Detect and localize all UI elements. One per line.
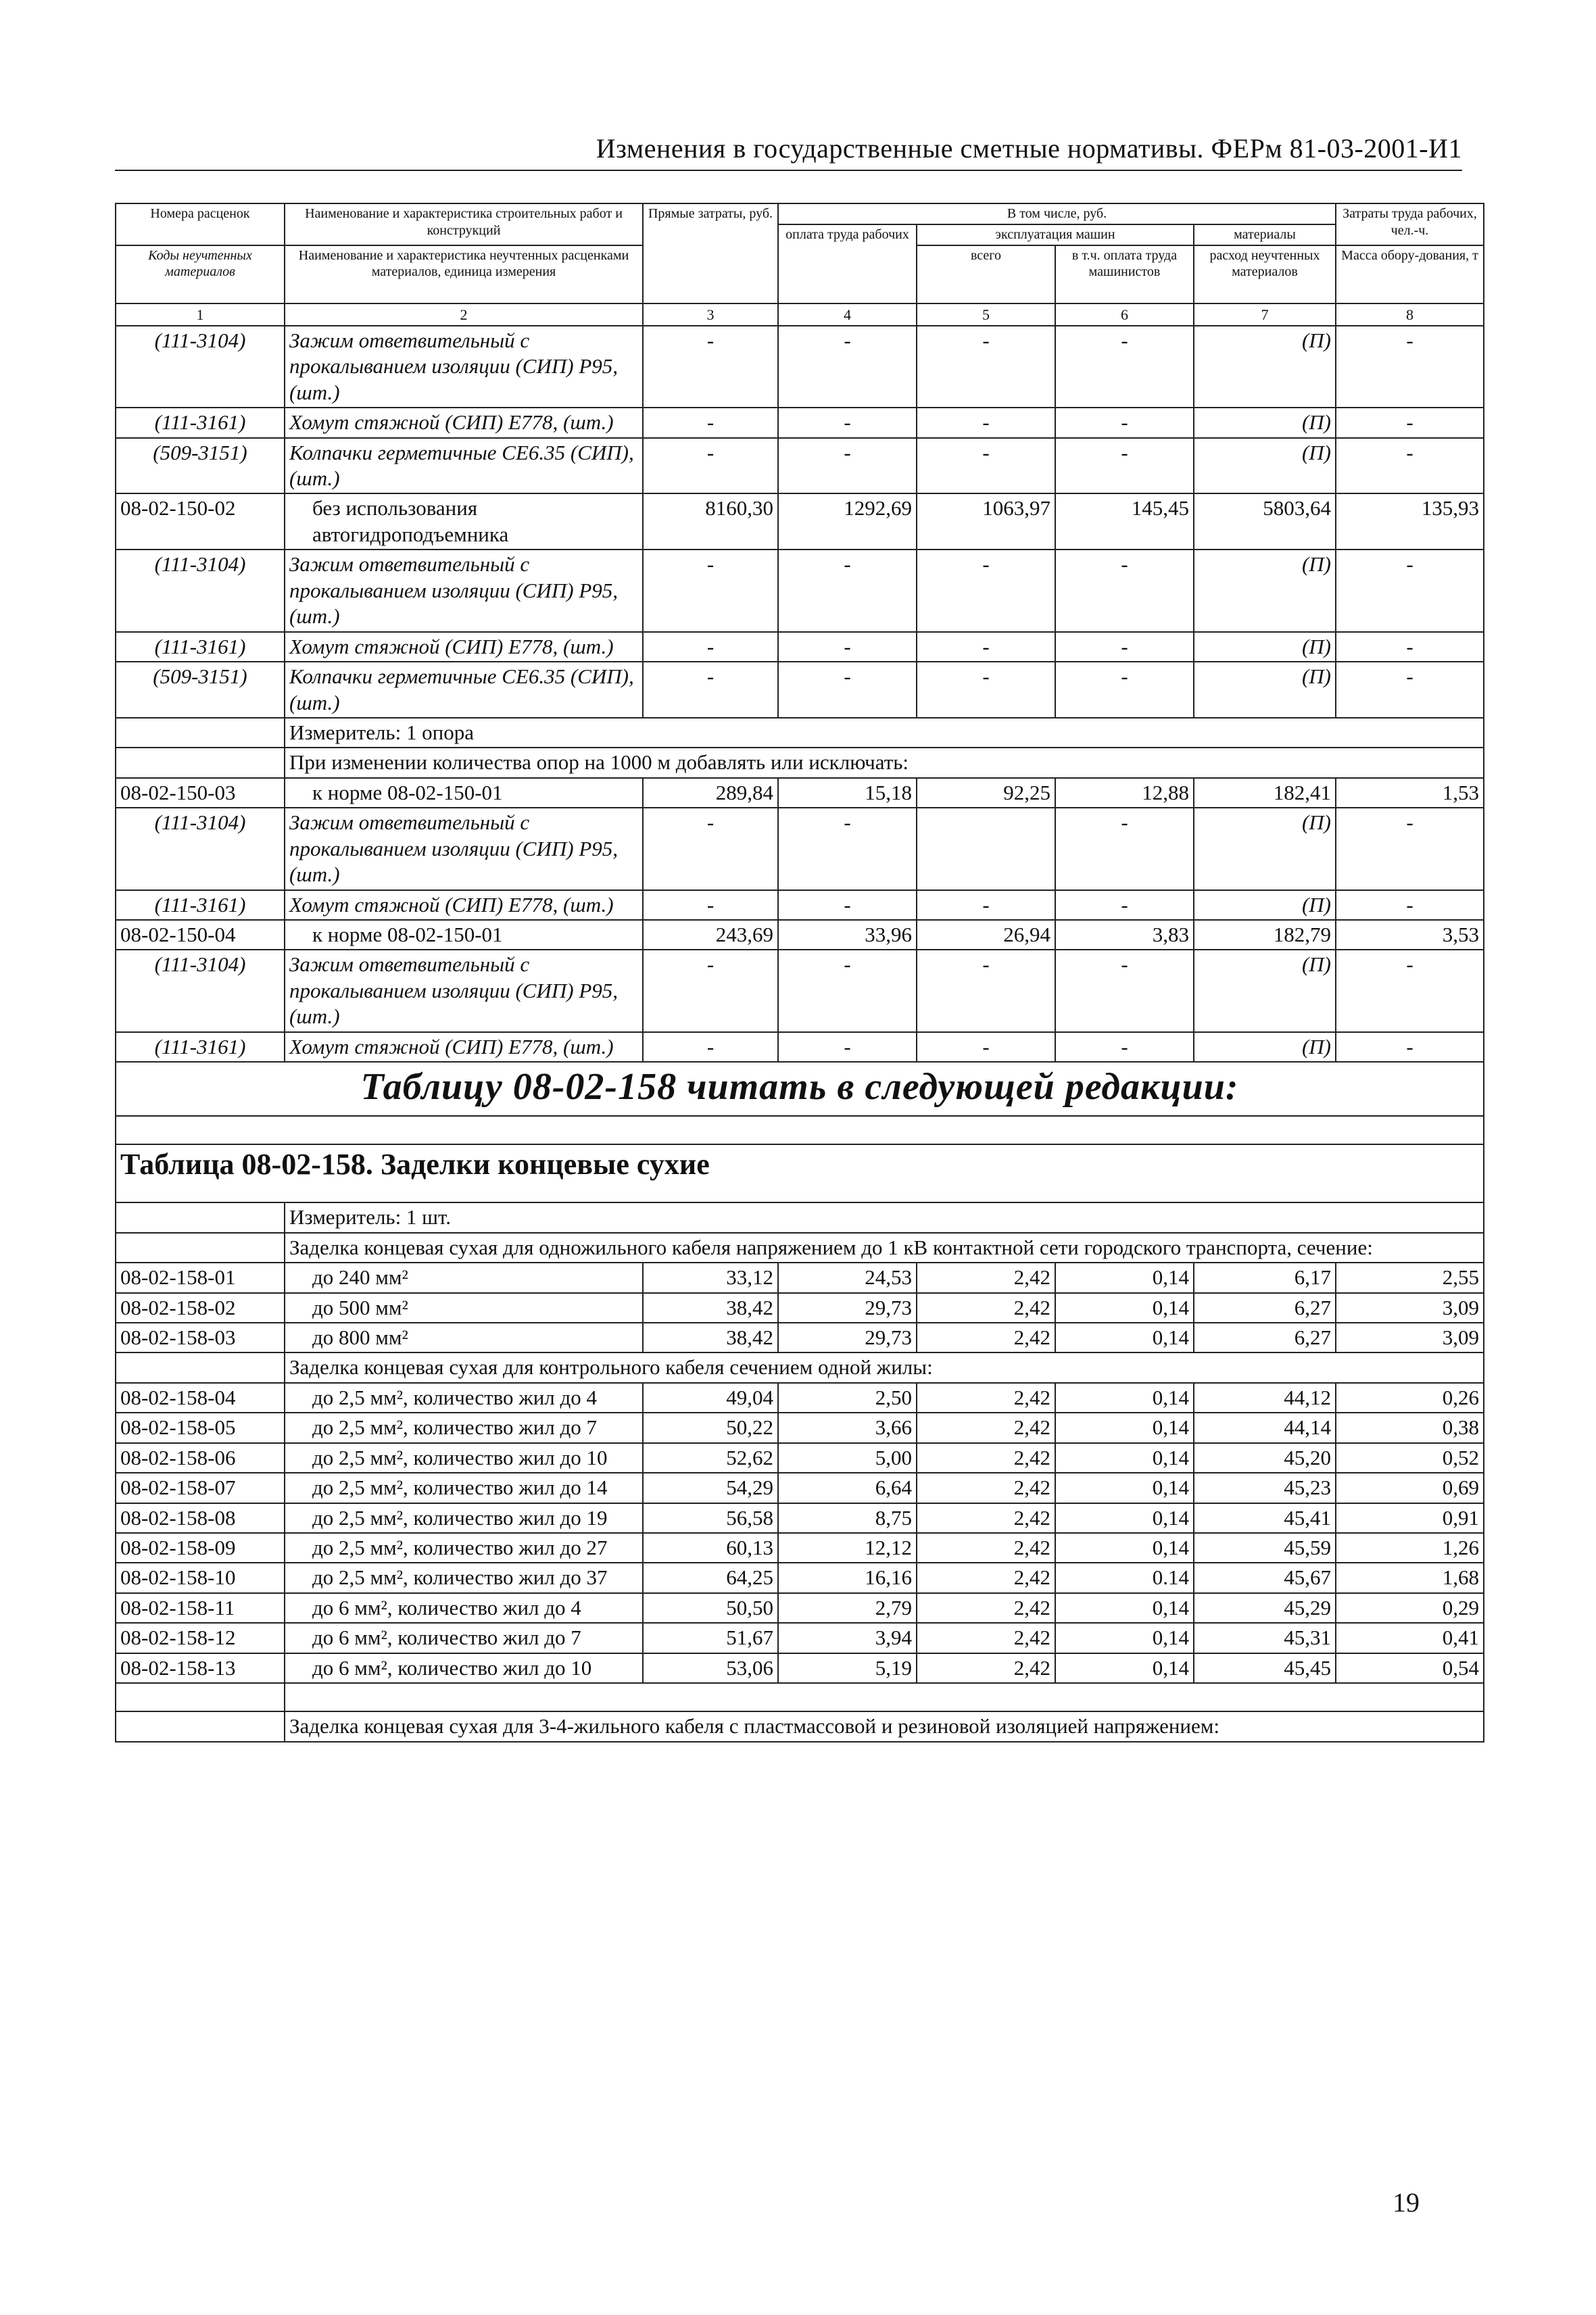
column-numbers-row bbox=[116, 303, 1484, 326]
page-number: 19 bbox=[1393, 2187, 1420, 2218]
cell-machine-total: - bbox=[917, 632, 1055, 662]
cell-direct-costs: - bbox=[643, 438, 778, 494]
cell-machine-total: 2,42 bbox=[917, 1473, 1055, 1503]
cell-machine-total: 2,42 bbox=[917, 1293, 1055, 1323]
cell-materials: 44,12 bbox=[1194, 1383, 1336, 1413]
cell-machine-total: 2,42 bbox=[917, 1263, 1055, 1292]
rate-name: до 800 мм² bbox=[285, 1323, 643, 1353]
cell-labor-costs: - bbox=[1336, 890, 1484, 920]
cell-labor-pay: - bbox=[778, 632, 917, 662]
material-code: (111-3161) bbox=[116, 408, 285, 437]
rate-row bbox=[116, 1413, 1484, 1442]
material-row bbox=[116, 326, 1484, 408]
cell-materials: 44,14 bbox=[1194, 1413, 1336, 1442]
table-title-row bbox=[116, 1144, 1484, 1202]
cell-labor-pay: 5,19 bbox=[778, 1653, 917, 1683]
cell-direct-costs: 50,22 bbox=[643, 1413, 778, 1442]
empty-cell bbox=[116, 1711, 285, 1741]
material-code: (111-3161) bbox=[116, 1032, 285, 1062]
cell-labor-costs: 0,54 bbox=[1336, 1653, 1484, 1683]
rate-name: до 2,5 мм², количество жил до 27 bbox=[285, 1533, 643, 1563]
cell-direct-costs: - bbox=[643, 632, 778, 662]
cell-labor-pay: 3,94 bbox=[778, 1623, 917, 1653]
measure-row bbox=[116, 1202, 1484, 1232]
spacer-row bbox=[116, 1683, 1484, 1711]
group-heading-body bbox=[116, 1353, 1484, 1382]
measure-unit: Измеритель: 1 шт. bbox=[285, 1202, 1484, 1232]
empty-cell bbox=[116, 1202, 285, 1232]
cell-operators-pay: - bbox=[1055, 662, 1194, 718]
rate-row bbox=[116, 1473, 1484, 1503]
material-name: Зажим ответвительный с прокалыванием изоляции (СИП) P95, (шт.) bbox=[285, 326, 643, 408]
empty-cell bbox=[116, 1353, 285, 1382]
cell-operators-pay: - bbox=[1055, 438, 1194, 494]
rate-name: до 6 мм², количество жил до 7 bbox=[285, 1623, 643, 1653]
cell-direct-costs: - bbox=[643, 662, 778, 718]
rate-name: до 6 мм², количество жил до 4 bbox=[285, 1593, 643, 1623]
header-incl-operators: в т.ч. оплата труда машинистов bbox=[1055, 245, 1194, 303]
norms-table bbox=[115, 203, 1484, 1743]
cell-labor-costs: - bbox=[1336, 950, 1484, 1031]
cell-operators-pay: - bbox=[1055, 890, 1194, 920]
col-number: 7 bbox=[1194, 303, 1336, 326]
rate-name: к норме 08-02-150-01 bbox=[285, 778, 643, 808]
cell-direct-costs: 49,04 bbox=[643, 1383, 778, 1413]
cell-materials: 5803,64 bbox=[1194, 493, 1336, 550]
col-number: 5 bbox=[917, 303, 1055, 326]
cell-direct-costs: 56,58 bbox=[643, 1503, 778, 1533]
cell-operators-pay: 145,45 bbox=[1055, 493, 1194, 550]
rate-row bbox=[116, 1623, 1484, 1653]
cell-labor-pay: - bbox=[778, 808, 917, 890]
cell-labor-costs: 1,53 bbox=[1336, 778, 1484, 808]
material-row bbox=[116, 950, 1484, 1031]
cell-materials: (П) bbox=[1194, 1032, 1336, 1062]
rate-name: до 2,5 мм², количество жил до 4 bbox=[285, 1383, 643, 1413]
cell-labor-costs: 0,91 bbox=[1336, 1503, 1484, 1533]
cell-machine-total: 2,42 bbox=[917, 1623, 1055, 1653]
cell-direct-costs: 243,69 bbox=[643, 920, 778, 950]
cell-labor-pay: 29,73 bbox=[778, 1323, 917, 1353]
cell-labor-costs: - bbox=[1336, 550, 1484, 631]
cell-direct-costs: 64,25 bbox=[643, 1563, 778, 1592]
empty-cell bbox=[116, 1116, 1484, 1144]
cell-machine-total: 2,42 bbox=[917, 1383, 1055, 1413]
material-row bbox=[116, 808, 1484, 890]
cell-labor-pay: 2,79 bbox=[778, 1593, 917, 1623]
material-code: (111-3104) bbox=[116, 808, 285, 890]
cell-materials: (П) bbox=[1194, 326, 1336, 408]
cell-labor-pay: - bbox=[778, 408, 917, 437]
rate-name: до 2,5 мм², количество жил до 19 bbox=[285, 1503, 643, 1533]
header-materials: материалы bbox=[1194, 224, 1336, 245]
rate-row bbox=[116, 1593, 1484, 1623]
cell-materials: 6,17 bbox=[1194, 1263, 1336, 1292]
cell-direct-costs: 53,06 bbox=[643, 1653, 778, 1683]
cell-direct-costs: 52,62 bbox=[643, 1443, 778, 1473]
cell-operators-pay: - bbox=[1055, 408, 1194, 437]
cell-operators-pay: 0,14 bbox=[1055, 1293, 1194, 1323]
header-labor-costs: Затраты труда рабочих, чел.-ч. bbox=[1336, 203, 1484, 245]
cell-labor-pay: 3,66 bbox=[778, 1413, 917, 1442]
rate-code: 08-02-158-08 bbox=[116, 1503, 285, 1533]
cell-labor-pay: 5,00 bbox=[778, 1443, 917, 1473]
cell-direct-costs: 289,84 bbox=[643, 778, 778, 808]
header-labor-pay: оплата труда рабочих bbox=[778, 224, 917, 303]
cell-labor-costs: 0,38 bbox=[1336, 1413, 1484, 1442]
cell-operators-pay: 0.14 bbox=[1055, 1563, 1194, 1592]
cell-labor-pay: - bbox=[778, 1032, 917, 1062]
rate-code: 08-02-158-06 bbox=[116, 1443, 285, 1473]
material-name: Колпачки герметичные CE6.35 (СИП), (шт.) bbox=[285, 438, 643, 494]
cell-operators-pay: 0,14 bbox=[1055, 1503, 1194, 1533]
cell-materials: 6,27 bbox=[1194, 1323, 1336, 1353]
cell-labor-costs: 0,26 bbox=[1336, 1383, 1484, 1413]
cell-direct-costs: 60,13 bbox=[643, 1533, 778, 1563]
cell-materials: 45,20 bbox=[1194, 1443, 1336, 1473]
cell-labor-costs: - bbox=[1336, 438, 1484, 494]
rate-code: 08-02-158-04 bbox=[116, 1383, 285, 1413]
cell-direct-costs: - bbox=[643, 808, 778, 890]
material-code: (111-3161) bbox=[116, 632, 285, 662]
cell-materials: 45,59 bbox=[1194, 1533, 1336, 1563]
rate-row bbox=[116, 778, 1484, 808]
material-name: Зажим ответвительный с прокалыванием изоляции (СИП) P95, (шт.) bbox=[285, 950, 643, 1031]
material-name: Колпачки герметичные CE6.35 (СИП), (шт.) bbox=[285, 662, 643, 718]
cell-operators-pay: 0,14 bbox=[1055, 1593, 1194, 1623]
rate-row bbox=[116, 920, 1484, 950]
rate-code: 08-02-150-03 bbox=[116, 778, 285, 808]
note-row bbox=[116, 748, 1484, 777]
cell-labor-costs: 135,93 bbox=[1336, 493, 1484, 550]
cell-materials: (П) bbox=[1194, 550, 1336, 631]
cell-direct-costs: 54,29 bbox=[643, 1473, 778, 1503]
group-heading-body bbox=[116, 1683, 1484, 1741]
cell-operators-pay: - bbox=[1055, 550, 1194, 631]
rate-row bbox=[116, 1383, 1484, 1413]
cell-labor-pay: 2,50 bbox=[778, 1383, 917, 1413]
empty-cell bbox=[285, 1683, 1484, 1711]
cell-machine-total: - bbox=[917, 950, 1055, 1031]
edition-banner: Таблицу 08-02-158 читать в следующей редакции: bbox=[116, 1062, 1484, 1116]
header-machine-ops: эксплуатация машин bbox=[917, 224, 1194, 245]
cell-direct-costs: 50,50 bbox=[643, 1593, 778, 1623]
rate-code: 08-02-158-12 bbox=[116, 1623, 285, 1653]
cell-materials: (П) bbox=[1194, 438, 1336, 494]
group-row bbox=[116, 1353, 1484, 1382]
cell-machine-total: 2,42 bbox=[917, 1443, 1055, 1473]
cell-materials: 45,23 bbox=[1194, 1473, 1336, 1503]
cell-operators-pay: 3,83 bbox=[1055, 920, 1194, 950]
cell-labor-costs: - bbox=[1336, 662, 1484, 718]
material-name: Хомут стяжной (СИП) E778, (шт.) bbox=[285, 1032, 643, 1062]
cell-machine-total: 2,42 bbox=[917, 1593, 1055, 1623]
cell-labor-pay: 8,75 bbox=[778, 1503, 917, 1533]
cell-materials: 182,41 bbox=[1194, 778, 1336, 808]
cell-machine-total: - bbox=[917, 1032, 1055, 1062]
material-name: Хомут стяжной (СИП) E778, (шт.) bbox=[285, 890, 643, 920]
cell-machine-total: - bbox=[917, 662, 1055, 718]
cell-operators-pay: 0,14 bbox=[1055, 1653, 1194, 1683]
rate-name: до 240 мм² bbox=[285, 1263, 643, 1292]
cell-direct-costs: 38,42 bbox=[643, 1323, 778, 1353]
cell-labor-pay: - bbox=[778, 950, 917, 1031]
rate-code: 08-02-158-07 bbox=[116, 1473, 285, 1503]
edition-banner-row bbox=[116, 1062, 1484, 1116]
cell-materials: 45,41 bbox=[1194, 1503, 1336, 1533]
note-1000m: При изменении количества опор на 1000 м добавлять или исключать: bbox=[285, 748, 1484, 777]
col-number: 8 bbox=[1336, 303, 1484, 326]
cell-labor-pay: 33,96 bbox=[778, 920, 917, 950]
header-unaccounted-name: Наименование и характеристика неучтенных расценками материалов, единица измерения bbox=[285, 245, 643, 303]
material-name: Зажим ответвительный с прокалыванием изоляции (СИП) P95, (шт.) bbox=[285, 808, 643, 890]
cell-machine-total: 2,42 bbox=[917, 1653, 1055, 1683]
material-row bbox=[116, 438, 1484, 494]
header-unaccounted-mat: расход неучтенных материалов bbox=[1194, 245, 1336, 303]
material-row bbox=[116, 632, 1484, 662]
cell-materials: (П) bbox=[1194, 808, 1336, 890]
cell-labor-pay: 1292,69 bbox=[778, 493, 917, 550]
cell-labor-costs: 0,29 bbox=[1336, 1593, 1484, 1623]
cell-machine-total: 2,42 bbox=[917, 1413, 1055, 1442]
cell-materials: 45,45 bbox=[1194, 1653, 1336, 1683]
material-row bbox=[116, 408, 1484, 437]
col-number: 2 bbox=[285, 303, 643, 326]
cell-labor-costs: - bbox=[1336, 632, 1484, 662]
rates-group-control-cable bbox=[116, 1383, 1484, 1683]
cell-labor-costs: 0,69 bbox=[1336, 1473, 1484, 1503]
col-number: 3 bbox=[643, 303, 778, 326]
material-name: Зажим ответвительный с прокалыванием изоляции (СИП) P95, (шт.) bbox=[285, 550, 643, 631]
cell-operators-pay: - bbox=[1055, 950, 1194, 1031]
cell-machine-total: 26,94 bbox=[917, 920, 1055, 950]
rates-group-single-core bbox=[116, 1263, 1484, 1353]
running-header: Изменения в государственные сметные нормативы. ФЕРм 81-03-2001-И1 bbox=[115, 132, 1462, 171]
rate-row bbox=[116, 1263, 1484, 1292]
cell-operators-pay: - bbox=[1055, 326, 1194, 408]
cell-labor-costs: 1,26 bbox=[1336, 1533, 1484, 1563]
cell-labor-pay: 12,12 bbox=[778, 1533, 917, 1563]
cell-materials: (П) bbox=[1194, 662, 1336, 718]
cell-operators-pay: - bbox=[1055, 1032, 1194, 1062]
cell-operators-pay: 0,14 bbox=[1055, 1623, 1194, 1653]
cell-machine-total: - bbox=[917, 438, 1055, 494]
cell-labor-costs: 3,09 bbox=[1336, 1293, 1484, 1323]
cell-labor-pay: 29,73 bbox=[778, 1293, 917, 1323]
cell-materials: 6,27 bbox=[1194, 1293, 1336, 1323]
rate-code: 08-02-158-13 bbox=[116, 1653, 285, 1683]
cell-operators-pay: 0,14 bbox=[1055, 1413, 1194, 1442]
cell-labor-pay: - bbox=[778, 326, 917, 408]
rate-code: 08-02-158-11 bbox=[116, 1593, 285, 1623]
material-code: (111-3104) bbox=[116, 550, 285, 631]
rate-code: 08-02-150-04 bbox=[116, 920, 285, 950]
material-code: (509-3151) bbox=[116, 438, 285, 494]
cell-operators-pay: 0,14 bbox=[1055, 1533, 1194, 1563]
header-equipment-mass: Масса обору-дования, т bbox=[1336, 245, 1484, 303]
material-row bbox=[116, 662, 1484, 718]
cell-machine-total: 2,42 bbox=[917, 1533, 1055, 1563]
cell-materials: (П) bbox=[1194, 632, 1336, 662]
cell-direct-costs: - bbox=[643, 890, 778, 920]
cell-direct-costs: 33,12 bbox=[643, 1263, 778, 1292]
group-row bbox=[116, 1711, 1484, 1741]
rate-code: 08-02-158-10 bbox=[116, 1563, 285, 1592]
cell-materials: (П) bbox=[1194, 890, 1336, 920]
table-header bbox=[116, 203, 1484, 326]
rate-code: 08-02-158-01 bbox=[116, 1263, 285, 1292]
cell-operators-pay: 12,88 bbox=[1055, 778, 1194, 808]
cell-labor-pay: - bbox=[778, 438, 917, 494]
cell-labor-costs: 2,55 bbox=[1336, 1263, 1484, 1292]
cell-materials: 182,79 bbox=[1194, 920, 1336, 950]
measure-row bbox=[116, 718, 1484, 748]
cell-labor-pay: 15,18 bbox=[778, 778, 917, 808]
rate-code: 08-02-158-09 bbox=[116, 1533, 285, 1563]
table-title: Таблица 08-02-158. Заделки концевые сухие bbox=[116, 1144, 1484, 1202]
rate-row bbox=[116, 1563, 1484, 1592]
cell-direct-costs: - bbox=[643, 950, 778, 1031]
rate-code: 08-02-158-05 bbox=[116, 1413, 285, 1442]
cell-machine-total: 1063,97 bbox=[917, 493, 1055, 550]
empty-cell bbox=[116, 1233, 285, 1263]
header-rate-numbers: Номера расценок bbox=[116, 203, 285, 245]
cell-labor-pay: 6,64 bbox=[778, 1473, 917, 1503]
cell-labor-costs: 0,52 bbox=[1336, 1443, 1484, 1473]
cell-machine-total: - bbox=[917, 550, 1055, 631]
cell-materials: (П) bbox=[1194, 950, 1336, 1031]
cell-direct-costs: - bbox=[643, 408, 778, 437]
cell-machine-total: 2,42 bbox=[917, 1563, 1055, 1592]
rate-row bbox=[116, 1443, 1484, 1473]
col-number: 4 bbox=[778, 303, 917, 326]
cell-materials: 45,31 bbox=[1194, 1623, 1336, 1653]
material-code: (111-3104) bbox=[116, 326, 285, 408]
rate-name: до 6 мм², количество жил до 10 bbox=[285, 1653, 643, 1683]
rate-name: до 2,5 мм², количество жил до 14 bbox=[285, 1473, 643, 1503]
material-row bbox=[116, 890, 1484, 920]
rate-name: до 2,5 мм², количество жил до 37 bbox=[285, 1563, 643, 1592]
rate-row bbox=[116, 1503, 1484, 1533]
cell-machine-total: - bbox=[917, 408, 1055, 437]
cell-labor-pay: 16,16 bbox=[778, 1563, 917, 1592]
cell-labor-costs: 0,41 bbox=[1336, 1623, 1484, 1653]
cell-labor-pay: - bbox=[778, 890, 917, 920]
cell-materials: 45,67 bbox=[1194, 1563, 1336, 1592]
header-unaccounted-codes: Коды неучтенных материалов bbox=[116, 245, 285, 303]
cell-labor-costs: 3,53 bbox=[1336, 920, 1484, 950]
header-incl-rub: В том числе, руб. bbox=[778, 203, 1336, 224]
rate-row bbox=[116, 493, 1484, 550]
cell-direct-costs: - bbox=[643, 1032, 778, 1062]
material-row bbox=[116, 1032, 1484, 1062]
rate-row bbox=[116, 1533, 1484, 1563]
empty-cell bbox=[116, 1683, 285, 1711]
cell-operators-pay: - bbox=[1055, 808, 1194, 890]
cell-labor-pay: 24,53 bbox=[778, 1263, 917, 1292]
cell-labor-costs: - bbox=[1336, 408, 1484, 437]
material-name: Хомут стяжной (СИП) E778, (шт.) bbox=[285, 408, 643, 437]
cell-operators-pay: 0,14 bbox=[1055, 1263, 1194, 1292]
empty-cell bbox=[116, 748, 285, 777]
rate-row bbox=[116, 1293, 1484, 1323]
cell-direct-costs: - bbox=[643, 326, 778, 408]
spacer-row bbox=[116, 1116, 1484, 1144]
cell-labor-pay: - bbox=[778, 550, 917, 631]
header-total: всего bbox=[917, 245, 1055, 303]
rate-name: до 500 мм² bbox=[285, 1293, 643, 1323]
rate-name: до 2,5 мм², количество жил до 7 bbox=[285, 1413, 643, 1442]
cell-operators-pay: 0,14 bbox=[1055, 1443, 1194, 1473]
rate-name: к норме 08-02-150-01 bbox=[285, 920, 643, 950]
cell-machine-total: 2,42 bbox=[917, 1323, 1055, 1353]
rate-row bbox=[116, 1323, 1484, 1353]
group-row bbox=[116, 1233, 1484, 1263]
col-number: 1 bbox=[116, 303, 285, 326]
cell-labor-costs: - bbox=[1336, 326, 1484, 408]
material-row bbox=[116, 550, 1484, 631]
measure-unit: Измеритель: 1 опора bbox=[285, 718, 1484, 748]
rate-code: 08-02-150-02 bbox=[116, 493, 285, 550]
cell-labor-pay: - bbox=[778, 662, 917, 718]
material-code: (509-3151) bbox=[116, 662, 285, 718]
empty-cell bbox=[116, 718, 285, 748]
cell-machine-total bbox=[917, 808, 1055, 890]
rate-code: 08-02-158-03 bbox=[116, 1323, 285, 1353]
rate-name: до 2,5 мм², количество жил до 10 bbox=[285, 1443, 643, 1473]
cell-operators-pay: 0,14 bbox=[1055, 1323, 1194, 1353]
cell-operators-pay: 0,14 bbox=[1055, 1383, 1194, 1413]
rate-name: без использования автогидроподъемника bbox=[285, 493, 643, 550]
cell-operators-pay: - bbox=[1055, 632, 1194, 662]
cell-operators-pay: 0,14 bbox=[1055, 1473, 1194, 1503]
material-code: (111-3104) bbox=[116, 950, 285, 1031]
cell-materials: 45,29 bbox=[1194, 1593, 1336, 1623]
material-name: Хомут стяжной (СИП) E778, (шт.) bbox=[285, 632, 643, 662]
col-number: 6 bbox=[1055, 303, 1194, 326]
cell-machine-total: 2,42 bbox=[917, 1503, 1055, 1533]
table-body bbox=[116, 326, 1484, 1263]
material-code: (111-3161) bbox=[116, 890, 285, 920]
cell-labor-costs: - bbox=[1336, 808, 1484, 890]
rate-row bbox=[116, 1653, 1484, 1683]
cell-direct-costs: 38,42 bbox=[643, 1293, 778, 1323]
cell-machine-total: 92,25 bbox=[917, 778, 1055, 808]
cell-machine-total: - bbox=[917, 326, 1055, 408]
header-direct-costs: Прямые затраты, руб. bbox=[643, 203, 778, 303]
header-work-name: Наименование и характеристика строительных работ и конструкций bbox=[285, 203, 643, 245]
cell-labor-costs: 1,68 bbox=[1336, 1563, 1484, 1592]
cell-direct-costs: 8160,30 bbox=[643, 493, 778, 550]
cell-labor-costs: - bbox=[1336, 1032, 1484, 1062]
group-heading: Заделка концевая сухая для контрольного кабеля сечением одной жилы: bbox=[285, 1353, 1484, 1382]
cell-materials: (П) bbox=[1194, 408, 1336, 437]
group-heading: Заделка концевая сухая для 3-4-жильного кабеля с пластмассовой и резиновой изоляцией напряжением: bbox=[285, 1711, 1484, 1741]
rate-code: 08-02-158-02 bbox=[116, 1293, 285, 1323]
cell-direct-costs: - bbox=[643, 550, 778, 631]
cell-direct-costs: 51,67 bbox=[643, 1623, 778, 1653]
cell-machine-total: - bbox=[917, 890, 1055, 920]
cell-labor-costs: 3,09 bbox=[1336, 1323, 1484, 1353]
group-heading: Заделка концевая сухая для одножильного кабеля напряжением до 1 кВ контактной сети городского транспорта, сечение: bbox=[285, 1233, 1484, 1263]
